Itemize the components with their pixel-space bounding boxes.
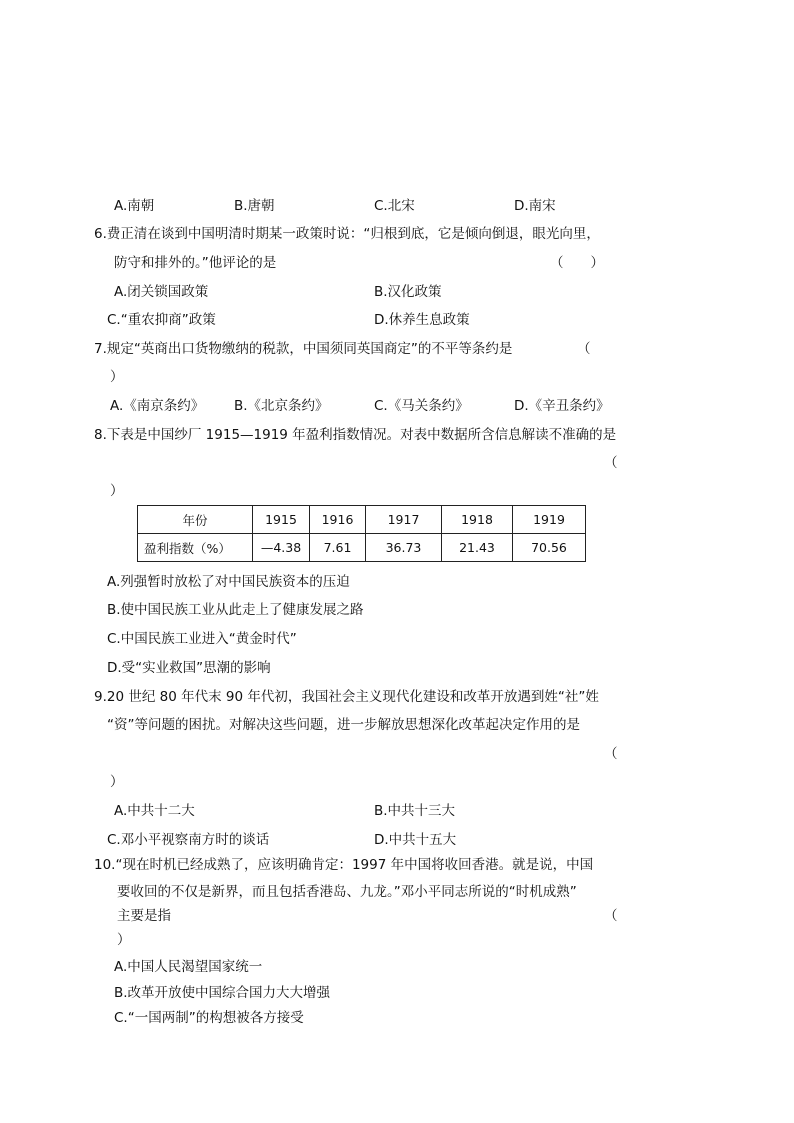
table-cell-value: —4.38 xyxy=(253,534,310,562)
q9-paren-open: （ xyxy=(604,746,618,762)
q6-option-b: B.汉化政策 xyxy=(374,284,442,300)
q6-option-d: D.休养生息政策 xyxy=(374,312,470,328)
q5-option-b: B.唐朝 xyxy=(234,198,275,214)
table-cell-year: 1916 xyxy=(310,506,366,534)
q10-paren-close: ） xyxy=(117,932,131,948)
q9-option-c: C.邓小平视察南方时的谈话 xyxy=(107,832,270,848)
q10-stem-line1: 10.“现在时机已经成熟了，应该明确肯定：1997 年中国将收回香港。就是说，中国 xyxy=(94,857,594,873)
q7-paren-close: ） xyxy=(110,369,124,385)
profit-index-table xyxy=(137,505,586,562)
q5-option-d: D.南宋 xyxy=(514,198,556,214)
table-header-profit-index: 盈利指数（%） xyxy=(138,534,253,562)
table-cell-year: 1919 xyxy=(513,506,586,534)
q8-option-c: C.中国民族工业进入“黄金时代” xyxy=(107,631,297,647)
q6-option-a: A.闭关锁国政策 xyxy=(114,284,209,300)
q6-stem-line2: 防守和排外的。”他评论的是 xyxy=(114,255,277,271)
q9-paren-close: ） xyxy=(110,774,124,790)
q8-paren-open: （ xyxy=(604,455,618,471)
q8-paren-close: ） xyxy=(110,483,124,499)
table-cell-value: 7.61 xyxy=(310,534,366,562)
q7-option-d: D.《辛丑条约》 xyxy=(514,398,610,414)
q9-option-d: D.中共十五大 xyxy=(374,832,457,848)
q9-stem-line1: 9.20 世纪 80 年代末 90 年代初，我国社会主义现代化建设和改革开放遇到姓“社”姓 xyxy=(94,689,599,705)
table-header-year: 年份 xyxy=(138,506,253,534)
q9-option-b: B.中共十三大 xyxy=(374,803,456,819)
q9-option-a: A.中共十二大 xyxy=(114,803,195,819)
q9-stem-line2: “资”等问题的困扰。对解决这些问题，进一步解放思想深化改革起决定作用的是 xyxy=(107,717,580,733)
table-cell-year: 1915 xyxy=(253,506,310,534)
q10-option-a: A.中国人民渴望国家统一 xyxy=(114,959,263,975)
table-cell-value: 70.56 xyxy=(513,534,586,562)
table-cell-year: 1917 xyxy=(366,506,442,534)
q10-option-c: C.“一国两制”的构想被各方接受 xyxy=(114,1010,304,1026)
q6-answer-paren: （ ） xyxy=(550,255,604,271)
q6-option-c: C.“重农抑商”政策 xyxy=(107,312,216,328)
q7-option-b: B.《北京条约》 xyxy=(234,398,329,414)
q10-option-b: B.改革开放使中国综合国力大大增强 xyxy=(114,985,331,1001)
q5-option-c: C.北宋 xyxy=(374,198,415,214)
q5-option-a: A.南朝 xyxy=(114,198,155,214)
q7-paren-open: （ xyxy=(577,341,591,357)
q7-option-a: A.《南京条约》 xyxy=(110,398,205,414)
table-row-profit-index xyxy=(138,534,586,562)
q8-stem-line1: 8.下表是中国纱厂 1915—1919 年盈利指数情况。对表中数据所含信息解读不准确的是 xyxy=(94,427,617,443)
table-row-years xyxy=(138,506,586,534)
q6-stem-line1: 6.费正清在谈到中国明清时期某一政策时说：“归根到底，它是倾向倒退，眼光向里， xyxy=(94,226,600,242)
table-cell-year: 1918 xyxy=(442,506,513,534)
q8-option-b: B.使中国民族工业从此走上了健康发展之路 xyxy=(107,602,364,618)
q7-option-c: C.《马关条约》 xyxy=(374,398,469,414)
q8-option-d: D.受“实业救国”思潮的影响 xyxy=(107,660,271,676)
table-cell-value: 36.73 xyxy=(366,534,442,562)
q10-stem-line3: 主要是指 xyxy=(117,908,171,924)
table-cell-value: 21.43 xyxy=(442,534,513,562)
q10-paren-open: （ xyxy=(604,908,618,924)
q8-option-a: A.列强暂时放松了对中国民族资本的压迫 xyxy=(107,574,350,590)
q10-stem-line2: 要收回的不仅是新界，而且包括香港岛、九龙。”邓小平同志所说的“时机成熟” xyxy=(117,884,577,900)
q7-stem-line1: 7.规定“英商出口货物缴纳的税款，中国须同英国商定”的不平等条约是 xyxy=(94,341,513,357)
